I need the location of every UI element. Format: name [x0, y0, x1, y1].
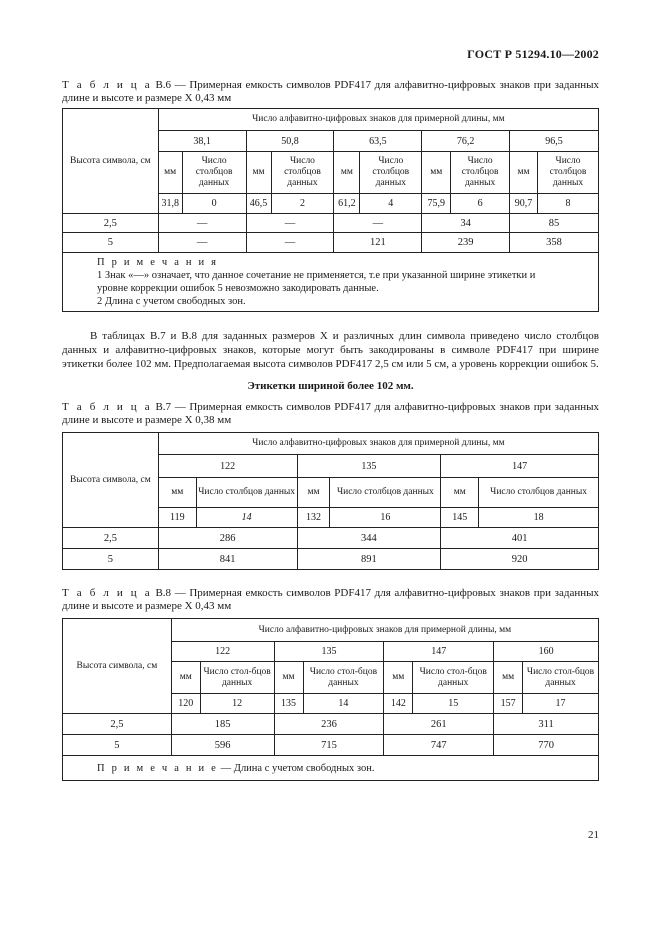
table6-cell: 358 — [510, 233, 599, 253]
table7-cell: 344 — [297, 528, 441, 549]
table7-row-height: 5 — [63, 549, 159, 570]
table6-mm-subheader: мм — [246, 152, 271, 194]
table8-columns-value: 12 — [200, 694, 274, 714]
table6-note-1: 1 Знак «—» означает, что данное сочетание не применяется, т.е при указанной ширине этикетки и уровне коррекции ошибок 5 невозможно закодировать данные. — [97, 270, 536, 294]
table6-cell: — — [334, 214, 422, 233]
table8-caption-text: В.8 — Примерная емкость символов PDF417 для алфавитно-цифровых знаков при заданных длине и высоте и размере X 0,43 мм — [62, 587, 599, 612]
section-subheading: Этикетки шириной более 102 мм. — [247, 380, 414, 392]
table8-note-text: — Длина с учетом свободных зон. — [218, 762, 375, 774]
table6-mm-subheader: мм — [422, 152, 451, 194]
table6-caption — [62, 79, 599, 105]
table-row — [63, 528, 599, 549]
table6-caption-label: Т а б л и ц а — [62, 79, 152, 91]
table6-columns-subheader: Число столбцов данных — [182, 152, 246, 194]
table6-cell: 85 — [510, 214, 599, 233]
table6 — [62, 108, 599, 312]
table-row — [63, 549, 599, 570]
table8-caption — [62, 587, 599, 613]
table6-mm-value: 31,8 — [158, 194, 182, 214]
table8-columns-subheader: Число стол-бцов данных — [200, 662, 274, 694]
table6-columns-value: 8 — [538, 194, 599, 214]
table8-row-height: 5 — [63, 735, 172, 756]
table8-cell: 185 — [171, 714, 274, 735]
table6-mm-value: 46,5 — [246, 194, 271, 214]
table7 — [62, 432, 599, 570]
table7-height-header: Высота символа, см — [63, 433, 159, 528]
table6-columns-subheader: Число столбцов данных — [271, 152, 334, 194]
table6-notes — [63, 253, 599, 312]
table6-length-header: 50,8 — [246, 131, 334, 152]
table8-columns-subheader: Число стол-бцов данных — [303, 662, 384, 694]
table7-columns-value: 18 — [479, 508, 599, 528]
table6-cell: 239 — [422, 233, 510, 253]
table7-caption-label: Т а б л и ц а — [62, 401, 152, 413]
table8-mm-value: 120 — [171, 694, 200, 714]
table6-row-height: 5 — [63, 233, 159, 253]
table8-mm-subheader: мм — [171, 662, 200, 694]
table8-mm-subheader: мм — [384, 662, 413, 694]
table6-columns-value: 6 — [451, 194, 510, 214]
table8-cell: 747 — [384, 735, 494, 756]
table6-cell: — — [158, 233, 246, 253]
table7-columns-subheader: Число столбцов данных — [330, 478, 441, 508]
table7-mm-value: 132 — [297, 508, 330, 528]
table7-cell: 841 — [158, 549, 297, 570]
table6-length-header: 76,2 — [422, 131, 510, 152]
table8-group-header: Число алфавитно-цифровых знаков для примерной длины, мм — [171, 619, 598, 642]
table6-columns-value: 4 — [360, 194, 422, 214]
table6-length-header: 63,5 — [334, 131, 422, 152]
table8-mm-value: 135 — [274, 694, 303, 714]
table8-mm-subheader: мм — [274, 662, 303, 694]
table8-length-header: 122 — [171, 642, 274, 662]
table-row — [63, 714, 599, 735]
table6-length-header: 96,5 — [510, 131, 599, 152]
table8-length-header: 147 — [384, 642, 494, 662]
table7-mm-value: 145 — [441, 508, 479, 528]
table7-length-header: 122 — [158, 455, 297, 478]
document-id: ГОСТ Р 51294.10—2002 — [467, 47, 599, 61]
table6-mm-subheader: мм — [334, 152, 360, 194]
table6-mm-value: 90,7 — [510, 194, 538, 214]
table7-cell: 891 — [297, 549, 441, 570]
table7-cell: 920 — [441, 549, 599, 570]
page-number: 21 — [588, 829, 599, 841]
table7-mm-subheader: мм — [441, 478, 479, 508]
table6-note-2: 2 Длина с учетом свободных зон. — [97, 296, 246, 307]
table8-mm-subheader: мм — [494, 662, 523, 694]
table8-height-header: Высота символа, см — [63, 619, 172, 714]
table8 — [62, 618, 599, 781]
table8-cell: 311 — [494, 714, 599, 735]
table6-caption-text: В.6 — Примерная емкость символов PDF417 для алфавитно-цифровых знаков при заданных длине и высоте и размере X 0,43 мм — [62, 79, 599, 104]
table6-cell: — — [158, 214, 246, 233]
table7-row-height: 2,5 — [63, 528, 159, 549]
table8-columns-value: 15 — [413, 694, 494, 714]
table8-columns-subheader: Число стол-бцов данных — [413, 662, 494, 694]
body-paragraph: В таблицах В.7 и В.8 для заданных размеров X и различных длин символа приведено число столбцов данных и алфавитно-цифровых знаков, которые могут быть закодированы в символе PDF417 при ширине этикетки более 102 мм. Предполагаемая высота символов PDF417 2,5 см или 5 см, а уровень коррекции ошибок 5. — [62, 330, 599, 370]
table6-length-header: 38,1 — [158, 131, 246, 152]
table6-columns-subheader: Число столбцов данных — [451, 152, 510, 194]
table6-columns-value: 2 — [271, 194, 334, 214]
table8-length-header: 160 — [494, 642, 599, 662]
table7-cell: 286 — [158, 528, 297, 549]
table7-columns-subheader: Число столбцов данных — [479, 478, 599, 508]
table7-length-header: 135 — [297, 455, 441, 478]
table6-mm-subheader: мм — [158, 152, 182, 194]
table6-columns-value: 0 — [182, 194, 246, 214]
table7-mm-subheader: мм — [158, 478, 196, 508]
table7-cell: 401 — [441, 528, 599, 549]
table7-columns-subheader: Число столбцов данных — [196, 478, 297, 508]
table8-note — [63, 756, 599, 781]
table6-columns-subheader: Число столбцов данных — [360, 152, 422, 194]
table8-mm-value: 142 — [384, 694, 413, 714]
table8-cell: 715 — [274, 735, 384, 756]
table8-cell: 596 — [171, 735, 274, 756]
table-row — [63, 214, 599, 233]
table7-group-header: Число алфавитно-цифровых знаков для примерной длины, мм — [158, 433, 598, 455]
table6-mm-value: 75,9 — [422, 194, 451, 214]
table6-height-header: Высота символа, см — [63, 109, 159, 214]
table7-caption — [62, 401, 599, 427]
table6-mm-subheader: мм — [510, 152, 538, 194]
table6-mm-value: 61,2 — [334, 194, 360, 214]
table8-mm-value: 157 — [494, 694, 523, 714]
table6-cell: 34 — [422, 214, 510, 233]
table6-cell: 121 — [334, 233, 422, 253]
table8-cell: 770 — [494, 735, 599, 756]
table7-length-header: 147 — [441, 455, 599, 478]
table7-caption-text: В.7 — Примерная емкость символов PDF417 для алфавитно-цифровых знаков при заданных длине и высоте и размере X 0,38 мм — [62, 401, 599, 426]
table6-notes-title: П р и м е ч а н и я — [97, 257, 219, 268]
table6-row-height: 2,5 — [63, 214, 159, 233]
table7-columns-value: 16 — [330, 508, 441, 528]
table8-length-header: 135 — [274, 642, 384, 662]
table7-mm-subheader: мм — [297, 478, 330, 508]
table6-cell: — — [246, 214, 334, 233]
table7-columns-value: 14 — [196, 508, 297, 528]
table7-mm-value: 119 — [158, 508, 196, 528]
table8-caption-label: Т а б л и ц а — [62, 587, 152, 599]
table8-cell: 261 — [384, 714, 494, 735]
table8-cell: 236 — [274, 714, 384, 735]
table-row — [63, 735, 599, 756]
table8-columns-value: 17 — [523, 694, 599, 714]
table8-note-label: П р и м е ч а н и е — [97, 762, 219, 774]
table-row — [63, 233, 599, 253]
table8-columns-value: 14 — [303, 694, 384, 714]
table6-columns-subheader: Число столбцов данных — [538, 152, 599, 194]
table6-cell: — — [246, 233, 334, 253]
table8-row-height: 2,5 — [63, 714, 172, 735]
table8-columns-subheader: Число стол-бцов данных — [523, 662, 599, 694]
table6-group-header: Число алфавитно-цифровых знаков для примерной длины, мм — [158, 109, 598, 131]
